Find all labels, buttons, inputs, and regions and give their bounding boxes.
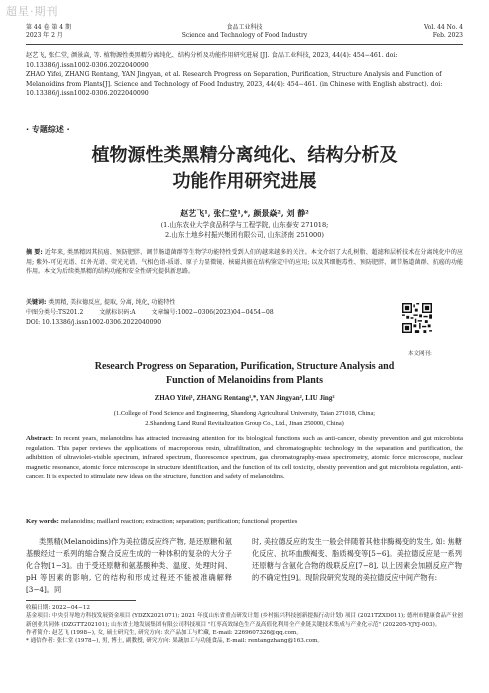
corresponding-author: * 通信作者: 张仁堂 (1978−), 男, 博士, 副教授, 研究方向: 果蔬加工与功能食品, E-mail: rentangzhang@163.com。 (26, 638, 324, 645)
citation-cn: 赵艺飞, 张仁堂, 颜景焱, 等. 植物源性类黑精分离纯化、结构分析及功能作用研究进展 [J]. 食品工业科技, 2023, 44(4): 454−461. doi: 10.13386/j.issn1002-0306.2022040090 (26, 52, 398, 69)
header-right (424, 24, 463, 40)
affiliation-cn-2: 2.山东土地乡村振兴集团有限公司, 山东济南 251000) (164, 231, 324, 239)
volume-issue: 第 44 卷 第 4 期 (26, 24, 71, 31)
title-cn-line2: 功能作用研究进展 (172, 171, 317, 192)
section-label: · 专题综述 · (26, 125, 70, 134)
doi: DOI: 10.13386/j.issn1002-0306.2022040090 (26, 318, 162, 326)
abstract-en-text: In recent years, melanoidins has attracted increasing attention for its biological functions such as anti-cancer, obesity prevention and gut microbiota regulation. This paper reviews the applications of macroporous resin, ultrafiltration, and chromatographic technology in the separation and purification, the adhibition of ultraviolet-visible spectrum, infrared spectrum, fluorescence spectrum, gas chromatography-mass spectrometry, atomic force microscope, nuclear magnetic resonance, atomic force microscope in structure identification, and the function of its cell toxicity, obesity prevention and gut microbiota regulation, anti-cancer. It is expected to stimulate new ideas on the structure, function and safety of melanoidins. (26, 435, 464, 481)
affiliation-en-1: (1.College of Food Science and Engineering, Shandong Agricultural University, Taian 271018, China; (113, 410, 376, 417)
journal-name-en: Science and Technology of Food Industry (181, 32, 308, 39)
title-cn (40, 143, 449, 195)
affiliation-cn-1: (1.山东农业大学食品科学与工程学院, 山东泰安 271018; (160, 221, 329, 229)
title-en-line1: Research Progress on Separation, Purification, Structure Analysis and (94, 361, 395, 372)
header-center (26, 24, 463, 40)
abstract-cn (26, 248, 463, 277)
keywords-cn (26, 297, 175, 306)
affiliations-en (40, 409, 449, 428)
date-cn: 2023 年 2 月 (26, 32, 63, 39)
footnotes (26, 604, 463, 645)
title-cn-line1: 植物源性类黑精分离纯化、结构分析及 (91, 145, 398, 166)
article-number: 文章编号:1002−0306(2023)04−0454−08 (151, 309, 274, 316)
keywords-cn-label: 关键词: (26, 299, 47, 306)
author-bio: 作者简介: 赵艺飞 (1998−), 女, 硕士研究生, 研究方向: 农产品加工与贮藏, E-mail: 2269607326@qq.com。 (26, 629, 302, 636)
body-text-right: 时, 美拉德反应的发生一般会伴随着其他非酶褐变的发生, 如: 焦糖化反应、抗坏血酸褐变、脂质褐变等[5−6]。美拉德反应是一系列还原糖与含氨化合物的级联反应[7−8], 以上因素会加剧反应产物的不确定性[9]。现阶段研究发现的美拉德反应中间产物有: (252, 537, 462, 582)
watermark: 超星·期刊 (6, 5, 59, 18)
affiliation-en-2: 2.Shandong Land Rural Revitalization Group Co., Ltd., Jinan 250000, China) (145, 419, 344, 427)
journal-name-cn: 食品工业科技 (226, 24, 263, 31)
keywords-en (26, 518, 297, 525)
abstract-cn-text: 近年来, 类黑精因其抗癌、预防肥胖、调节肠道菌群等生物学功能特性受到人们的越来越多的关注。本文介绍了大孔树脂、超滤和层析技术在分离纯化中的应用; 紫外-可见光谱、红外光谱、荧光光谱、气相色谱-质谱、原子力显微镜、核磁共振在结构鉴定中的应用; 以及其细胞毒性、预防肥胖、调节肠道菌群、抗癌的功能作用。本文为后续类黑精的结构功能和安全性研究提供新思路。 (26, 249, 463, 276)
volume-en: Vol. 44 No. 4 (423, 24, 463, 31)
article-meta (26, 308, 288, 327)
authors-cn: 赵艺飞¹, 张仁堂¹,*, 颜景焱², 刘 静² (180, 208, 309, 218)
abstract-en-label: Abstract: (26, 435, 54, 442)
citation-en: ZHAO Yifei, ZHANG Rentang, YAN Jingyan, et al. Research Progress on Separation, Purification, Structure Analysis and Function of Melanoidins from Plants[J]. Science and Technology of Food Industry, 2023, 44(4): 454−461. (in Chinese with English abstract). doi: 10.13386/j.issn1002-0306.2022040090 (26, 71, 443, 98)
date-en: Feb. 2023 (432, 32, 463, 39)
abstract-cn-label: 摘 要: (26, 249, 43, 256)
keywords-en-label: Key words: (26, 518, 59, 525)
authors-en: ZHAO Yifei¹, ZHANG Rentang¹,*, YAN Jingyan², LIU Jing² (154, 394, 335, 402)
citation-block (26, 51, 463, 99)
abstract-en (26, 434, 463, 482)
body-text-left: 类黑精(Melanoidins)作为美拉德反应终产物, 是还原糖和氨基酸经过一系列的缩合聚合反应生成的一种体积的复杂的大分子化合物[1−3]。由于受还原糖和氨基酸种类、温度、处理时间、pH 等因素的影响, 它的结构和形成过程还不能被准确解释[3−4]。同 (26, 537, 232, 594)
funding-note: 基金项目: 中央引导地方科技发展资金项目 (YDZX2021071); 2021 年度山东省重点研发计划 (乡村振兴科技创新提振行动计划) 项目 (2021TZXD011); 德州市健康食品产业创新创业共同体 (DZGTT202101); 山东省土地发展集团有限公司科技项目 "红枣高效绿色生产及高值化利用全产业链关键技术集成与产业化示范" (202205-YJYJ-003)。 (26, 613, 463, 628)
open-access-label: 本文网刊: (408, 351, 432, 357)
keywords-cn-text: 类黑精, 美拉德反应, 提取, 分离, 纯化, 功能特性 (48, 299, 176, 306)
title-en (30, 360, 459, 388)
qr-code-icon[interactable] (402, 303, 432, 333)
affiliations-cn (0, 220, 489, 240)
header-rule (26, 44, 463, 45)
keywords-en-text: melanoidins; maillard reaction; extraction; separation; purification; functional properties (60, 518, 298, 525)
footnote-rule (26, 600, 136, 601)
received-date: 收稿日期: 2022−04−12 (26, 605, 90, 611)
title-en-line2: Function of Melanoidins from Plants (165, 375, 324, 386)
clc-number: 中图分类号:TS201.2 (26, 309, 84, 316)
document-code: 文献标识码:A (99, 309, 136, 316)
